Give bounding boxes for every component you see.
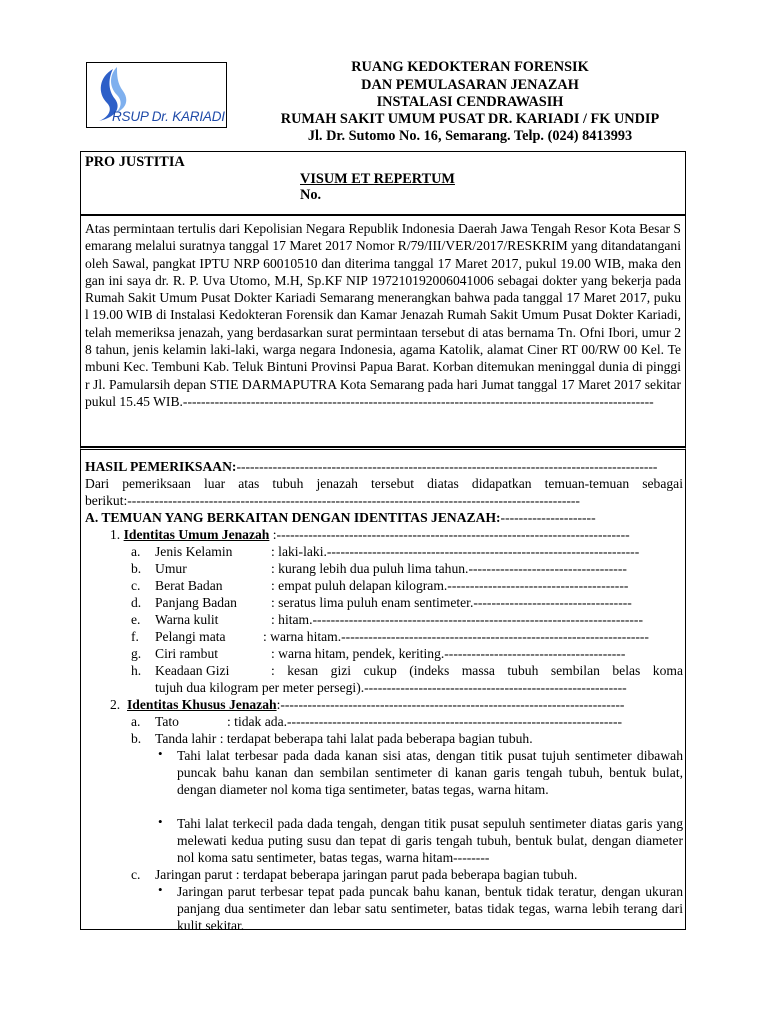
item-letter: d. [131, 595, 142, 610]
section-a-heading-row [85, 509, 683, 526]
parut-letter: c. [131, 867, 141, 882]
hasil-heading-row [85, 458, 683, 475]
item-value: : laki-laki.--------------------------------------------------------------------- [271, 544, 640, 559]
item-value: : empat puluh delapan kilogram.---------------------------------------- [271, 578, 629, 593]
section-a-dashes: --------------------- [500, 510, 596, 525]
tanda-text: Tanda lahir : terdapat beberapa tahi lalat pada beberapa bagian tubuh. [155, 731, 533, 746]
sub1-dashes: :------------------------------------------------------------------------------ [269, 527, 630, 542]
logo-text: RSUP Dr. KARIADI [112, 109, 225, 124]
tato-value: : tidak ada.-------------------------------------------------------------------------- [227, 714, 623, 729]
item-letter: b. [131, 561, 142, 576]
tanda-bullet-2: Tahi lalat terkecil pada dada tengah, dengan titik pusat sepuluh sentimeter diatas garis yang melewati kedua puting susu dan tepat di garis tengah tubuh, bentuk bulat, dengan diameter nol koma satu sentimeter, batas tegas, warna hitam-------- [177, 816, 683, 865]
hasil-heading-dashes: --------------------------------------------------------------------------------------------- [236, 459, 658, 474]
parut-bullet-1: Jaringan parut terbesar tepat pada puncak bahu kanan, bentuk tidak teratur, dengan ukuran panjang dua sentimeter dan lebar satu sentimeter, batas tidak tegas, warna lebih terang dari kulit sekitar. [177, 884, 683, 933]
item-label: Berat Badan [155, 578, 223, 593]
list-item [131, 543, 683, 560]
bullet-icon: • [158, 882, 163, 897]
tato-letter: a. [131, 714, 141, 729]
item-label: Warna kulit [155, 612, 219, 627]
sub1-heading-row [110, 526, 683, 543]
gizi-continuation: tujuh dua kilogram per meter persegi).---------------------------------------------------------- [155, 680, 627, 695]
sub1-number: 1. [110, 527, 121, 542]
parut-text: Jaringan parut : terdapat beberapa jaringan parut pada beberapa bagian tubuh. [155, 867, 578, 882]
item-letter: f. [131, 629, 139, 644]
section-a-heading: A. TEMUAN YANG BERKAITAN DENGAN IDENTITAS JENAZAH: [85, 510, 501, 525]
document-number: No. [300, 187, 322, 203]
hasil-intro-line-2: berikut:---------------------------------------------------------------------------------------------------- [85, 493, 580, 508]
tanda-letter: b. [131, 731, 142, 746]
item-letter: a. [131, 544, 141, 559]
list-item [131, 645, 683, 662]
pro-justitia-label: PRO JUSTITIA [85, 154, 185, 170]
tato-label: Tato [155, 714, 179, 729]
item-letter: h. [131, 663, 142, 678]
item-letter: g. [131, 646, 142, 661]
tato-row [131, 713, 683, 730]
header-line-3: INSTALASI CENDRAWASIH [376, 94, 564, 110]
list-item [131, 594, 683, 611]
bullet-icon: • [158, 746, 163, 761]
hasil-intro-line-1: Dari pemeriksaan luar atas tubuh jenazah tersebut diatas didapatkan temuan-temuan sebagai [85, 476, 683, 491]
document-title: VISUM ET REPERTUM [300, 171, 455, 187]
bullet-icon: • [158, 814, 163, 829]
sub2-heading-row [110, 696, 683, 713]
list-item [131, 662, 683, 679]
hospital-logo [86, 62, 227, 128]
item-label: Keadaan Gizi [155, 663, 230, 678]
header-line-1: RUANG KEDOKTERAN FORENSIK [351, 59, 589, 75]
item-label: Pelangi mata [155, 629, 226, 644]
item-letter: e. [131, 612, 141, 627]
sub2-number: 2. [110, 697, 121, 712]
sub1-title: Identitas Umum Jenazah [123, 527, 270, 542]
jaringan-parut-row [131, 866, 683, 883]
tanda-bullet-1: Tahi lalat terbesar pada dada kanan sisi atas, dengan titik pusat tujuh sentimeter dibawah puncak bahu kanan dan sembilan sentimeter di kanan garis tengah tubuh, bentuk bulat, dengan diameter nol koma tiga sentimeter, batas tegas, warna hitam. [177, 748, 683, 797]
intro-paragraph: Atas permintaan tertulis dari Kepolisian Negara Republik Indonesia Daerah Jawa Tengah Resor Kota Besar Semarang melalui suratnya tanggal 17 Maret 2017 Nomor R/79/III/VER/2017/RESKRIM yang ditandatangani oleh Sawal, pangkat IPTU NRP 60010510 dan diterima tanggal 17 Maret 2017, pukul 19.00 WIB, maka dengan ini saya dr. R. P. Uva Utomo, M.H, Sp.KF NIP 197210192006041006 sebagai dokter yang bekerja pada Rumah Sakit Umum Pusat Dokter Kariadi Semarang menerangkan bahwa pada tanggal 17 Maret 2017, pukul 19.00 WIB di Instalasi Kedokteran Forensik dan Kamar Jenazah Rumah Sakit Umum Pusat Dokter Kariadi, telah memeriksa jenazah, yang berdasarkan surat permintaan tersebut di atas bernama Tn. Ofni Ibori, umur 28 tahun, jenis kelamin laki-laki, warga negara Indonesia, agama Katolik, alamat Ciner RT 00/RW 00 Kel. Tembuni Kec. Tembuni Kab. Teluk Bintuni Provinsi Papua Barat. Korban ditemukan meninggal dunia di pinggir Jl. Pamularsih depan STIE DARMAPUTRA Kota Semarang pada hari Jumat tanggal 17 Maret 2017 sekitar pukul 15.45 WIB.-------------------------------------------------------------------------------------------------------- [85, 221, 681, 409]
sub2-title: Identitas Khusus Jenazah [127, 697, 277, 712]
item-value: : kesan gizi cukup (indeks massa tubuh sembilan belas koma [271, 663, 683, 678]
item-label: Umur [155, 561, 187, 576]
item-value: : seratus lima puluh enam sentimeter.----------------------------------- [271, 595, 632, 610]
item-value: : kurang lebih dua puluh lima tahun.----------------------------------- [271, 561, 627, 576]
header-line-2: DAN PEMULASARAN JENAZAH [361, 77, 579, 93]
sub2-dashes: :---------------------------------------------------------------------------- [276, 697, 625, 712]
item-value: : hitam.------------------------------------------------------------------------- [271, 612, 643, 627]
list-item [131, 611, 683, 628]
item-label: Ciri rambut [155, 646, 219, 661]
item-label: Jenis Kelamin [155, 544, 233, 559]
header-address: Jl. Dr. Sutomo No. 16, Semarang. Telp. (024) 8413993 [307, 128, 633, 144]
header-line-4: RUMAH SAKIT UMUM PUSAT DR. KARIADI / FK UNDIP [280, 111, 660, 127]
tanda-lahir-row [131, 730, 683, 747]
hasil-heading: HASIL PEMERIKSAAN: [85, 459, 237, 474]
item-value: : warna hitam.-------------------------------------------------------------------- [263, 629, 649, 644]
list-item [131, 577, 683, 594]
item-value: : warna hitam, pendek, keriting.---------------------------------------- [271, 646, 626, 661]
list-item [131, 560, 683, 577]
item-label: Panjang Badan [155, 595, 237, 610]
list-item [131, 628, 683, 645]
item-letter: c. [131, 578, 141, 593]
